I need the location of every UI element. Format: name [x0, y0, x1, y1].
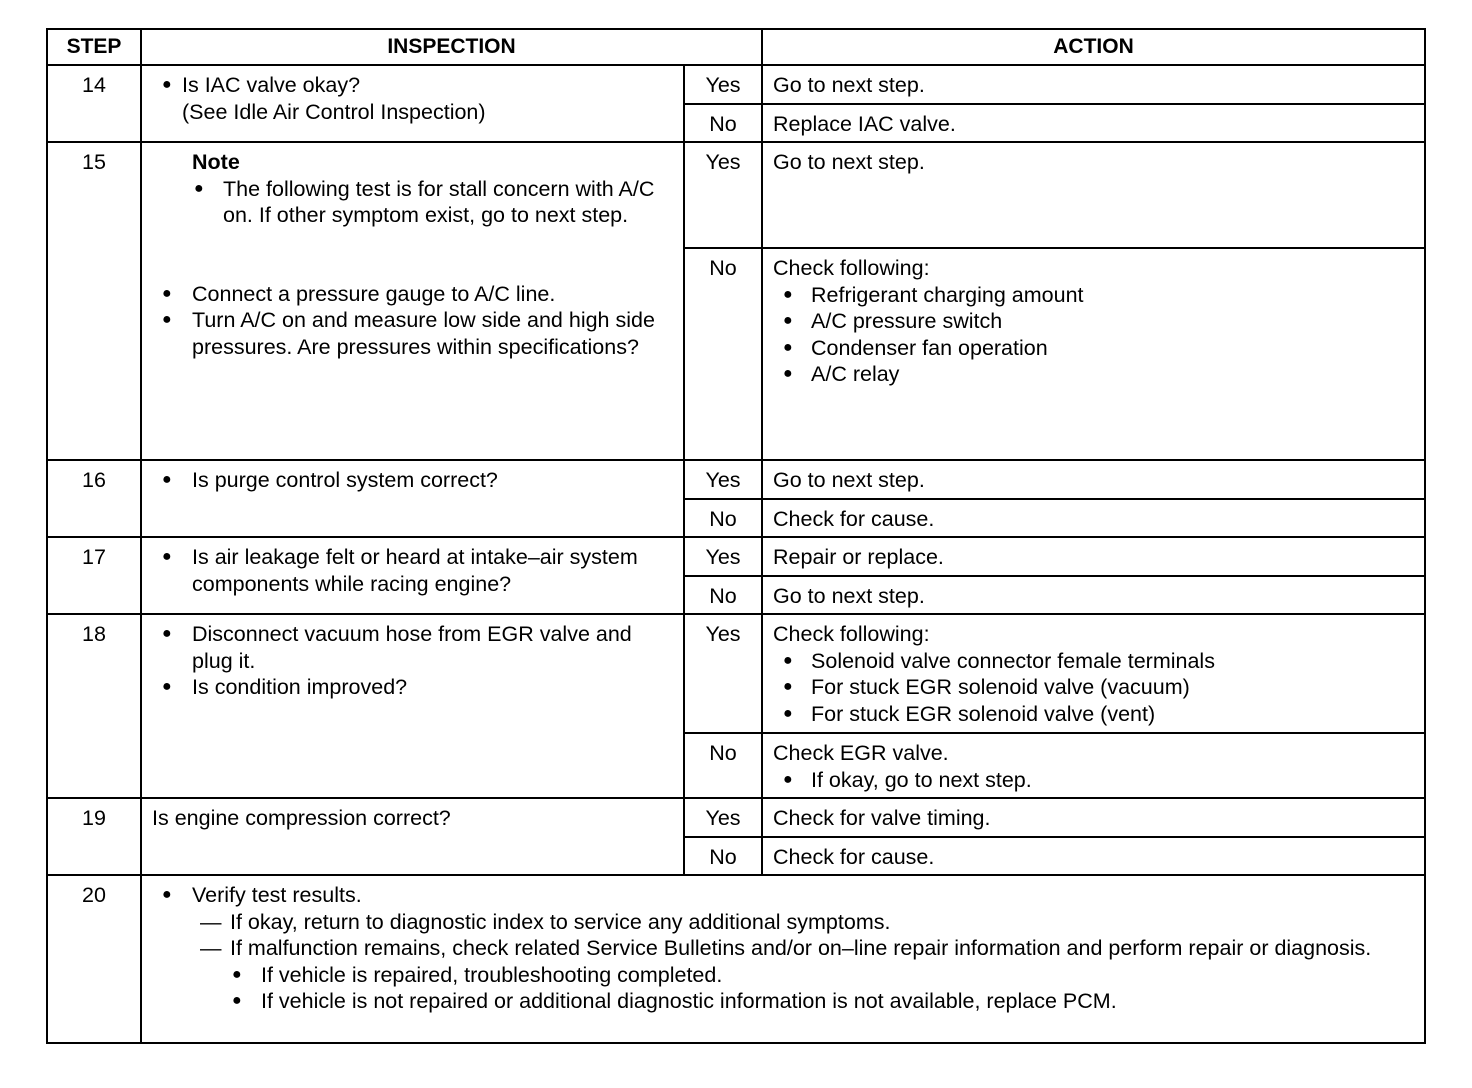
yes-label: Yes: [684, 537, 762, 576]
yes-action: Go to next step.: [762, 142, 1425, 248]
inspection-item: ● Is purge control system correct?: [152, 467, 675, 494]
yes-label: Yes: [684, 142, 762, 248]
inspection-cell: [141, 142, 684, 460]
sub-item: ● If vehicle is repaired, troubleshooting completed.: [230, 962, 1416, 989]
inspection-note: (See Idle Air Control Inspection): [182, 99, 486, 124]
action-item: ● A/C relay: [773, 361, 1416, 388]
step-number: 19: [47, 798, 141, 875]
header-row: [47, 29, 1425, 65]
table-row: [47, 142, 1425, 248]
no-action-cell: [762, 733, 1425, 798]
no-action: Check for cause.: [762, 837, 1425, 876]
table-row: [47, 537, 1425, 576]
dash-item: — If malfunction remains, check related Service Bulletins and/or on–line repair information and perform repair or diagnosis.: [200, 935, 1416, 962]
yes-label: Yes: [684, 798, 762, 837]
action-item: ● Condenser fan operation: [773, 335, 1416, 362]
no-label: No: [684, 248, 762, 460]
dash-item: — If okay, return to diagnostic index to service any additional symptoms.: [200, 909, 1416, 936]
inspection-cell: [141, 460, 684, 537]
no-action: Replace IAC valve.: [762, 104, 1425, 143]
no-action: Go to next step.: [762, 576, 1425, 615]
inspection-text: Is engine compression correct?: [141, 798, 684, 875]
diagnostic-table: [46, 28, 1426, 1044]
table-row: [47, 875, 1425, 1043]
yes-action: Repair or replace.: [762, 537, 1425, 576]
action-item: ● A/C pressure switch: [773, 308, 1416, 335]
inspection-item: ● Is condition improved?: [152, 674, 675, 701]
no-label: No: [684, 576, 762, 615]
inspection-item: ● Verify test results.: [152, 882, 1416, 909]
inspection-item: ● Disconnect vacuum hose from EGR valve and plug it.: [152, 621, 675, 674]
inspection-cell: [141, 65, 684, 142]
step-number: 14: [47, 65, 141, 142]
sub-item: ● If vehicle is not repaired or additional diagnostic information is not available, replace PCM.: [230, 988, 1416, 1015]
action-item: ● If okay, go to next step.: [773, 767, 1416, 794]
no-label: No: [684, 837, 762, 876]
table-row: [47, 65, 1425, 104]
no-label: No: [684, 499, 762, 538]
yes-action: Check following:: [773, 622, 930, 646]
inspection-item: ● Connect a pressure gauge to A/C line.: [152, 281, 675, 308]
note-item: ● The following test is for stall concern with A/C on. If other symptom exist, go to next step.: [192, 176, 675, 229]
action-item: ● Solenoid valve connector female terminals: [773, 648, 1416, 675]
table-row: [47, 614, 1425, 733]
no-label: No: [684, 104, 762, 143]
action-item: ● Refrigerant charging amount: [773, 282, 1416, 309]
no-action-cell: [762, 248, 1425, 460]
yes-action: Go to next step.: [762, 460, 1425, 499]
step-number: 16: [47, 460, 141, 537]
note-title: Note: [192, 150, 240, 174]
no-action: Check EGR valve.: [773, 741, 949, 765]
inspection-cell: [141, 614, 684, 798]
yes-label: Yes: [684, 460, 762, 499]
yes-action: Check for valve timing.: [762, 798, 1425, 837]
no-label: No: [684, 733, 762, 798]
yes-action: Go to next step.: [762, 65, 1425, 104]
step-number: 20: [47, 875, 141, 1043]
yes-label: Yes: [684, 614, 762, 733]
inspection-cell: [141, 537, 684, 614]
no-action: Check for cause.: [762, 499, 1425, 538]
table-row: [47, 798, 1425, 837]
inspection-item: ● Turn A/C on and measure low side and high side pressures. Are pressures within specifications?: [152, 307, 675, 360]
action-item: ● For stuck EGR solenoid valve (vacuum): [773, 674, 1416, 701]
inspection-item: ● Is air leakage felt or heard at intake–air system components while racing engine?: [152, 544, 675, 597]
step-number: 18: [47, 614, 141, 798]
yes-label: Yes: [684, 65, 762, 104]
final-step-cell: [141, 875, 1425, 1043]
yes-action-cell: [762, 614, 1425, 733]
no-action: Check following:: [773, 256, 930, 280]
table-row: [47, 460, 1425, 499]
header-step: STEP: [47, 29, 141, 65]
inspection-item: ● Is IAC valve okay?: [152, 72, 675, 99]
header-inspection: INSPECTION: [141, 29, 762, 65]
header-action: ACTION: [762, 29, 1425, 65]
step-number: 17: [47, 537, 141, 614]
step-number: 15: [47, 142, 141, 460]
action-item: ● For stuck EGR solenoid valve (vent): [773, 701, 1416, 728]
